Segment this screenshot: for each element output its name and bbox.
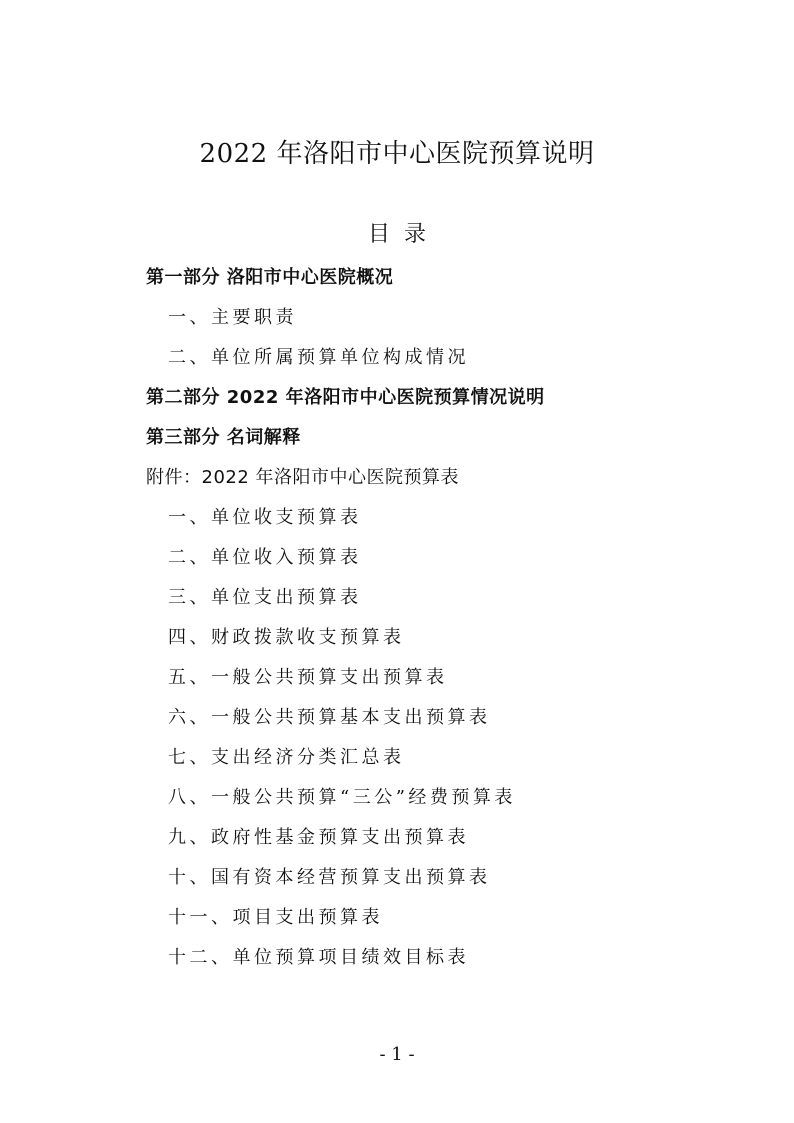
toc-attachment-item-12: 十二、单位预算项目绩效目标表 [168,947,469,968]
toc-heading: 目录 [367,222,440,247]
toc-attachment-item-7: 七、支出经济分类汇总表 [168,747,405,768]
toc-attachment-item-3: 三、单位支出预算表 [168,587,362,608]
toc-attachment-item-8: 八、一般公共预算“三公”经费预算表 [168,787,516,808]
document-title: 2022 年洛阳市中心医院预算说明 [199,139,595,169]
toc-attachment-item-9: 九、政府性基金预算支出预算表 [168,827,469,848]
toc-attachment-item-1: 一、单位收支预算表 [168,507,362,528]
toc-part-1: 第一部分 洛阳市中心医院概况 [146,267,394,288]
toc-attachment-item-2: 二、单位收入预算表 [168,547,362,568]
toc-attachment-item-11: 十一、项目支出预算表 [168,907,383,928]
toc-part-1-item-2: 二、单位所属预算单位构成情况 [168,347,469,368]
toc-attachment-item-10: 十、国有资本经营预算支出预算表 [168,867,491,888]
toc-part-1-item-1: 一、主要职责 [168,307,297,328]
toc-attachment-item-4: 四、财政拨款收支预算表 [168,627,405,648]
table-of-contents [146,262,706,982]
page-number: - 1 - [379,1044,415,1065]
toc-attachment-item-5: 五、一般公共预算支出预算表 [168,667,448,688]
toc-attachment-item-6: 六、一般公共预算基本支出预算表 [168,707,491,728]
toc-attachment: 附件：2022 年洛阳市中心医院预算表 [146,467,460,488]
toc-part-2: 第二部分 2022 年洛阳市中心医院预算情况说明 [146,387,545,408]
toc-part-3: 第三部分 名词解释 [146,427,301,448]
